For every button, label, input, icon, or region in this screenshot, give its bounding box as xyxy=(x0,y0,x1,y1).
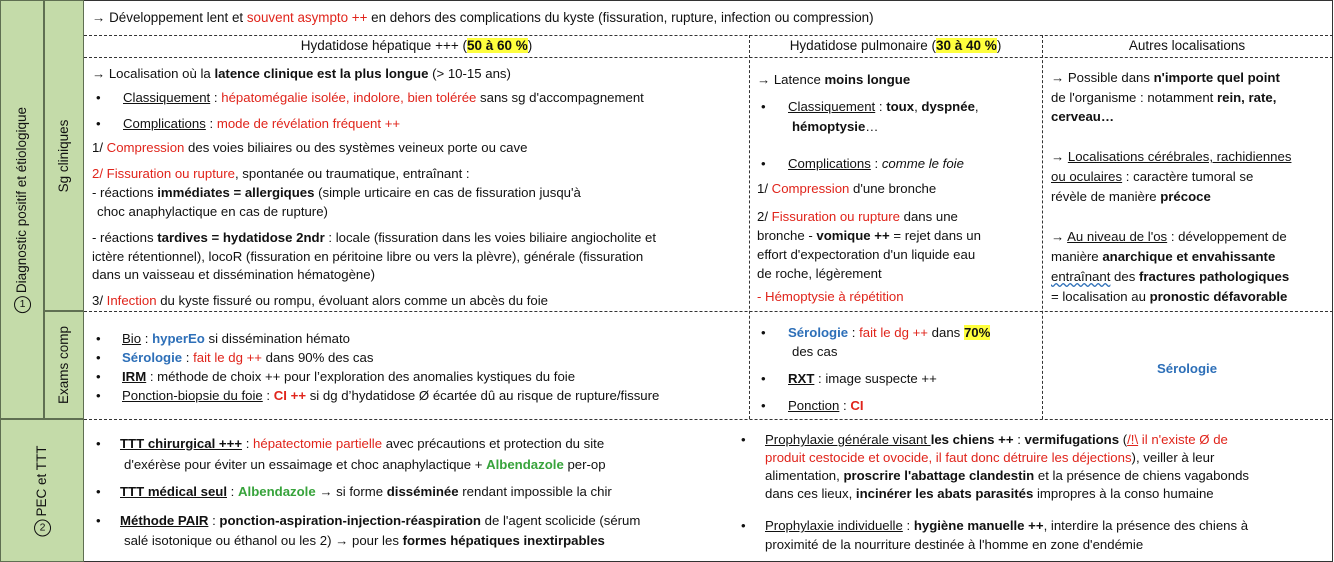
hep-latence: → Localisation où la latence clinique est la plus longue (> 10-15 ans) xyxy=(92,66,511,81)
section2-number: 2 xyxy=(34,519,51,536)
hep-complications: • Complications : mode de révélation fréquent ++ xyxy=(96,116,401,131)
section1-label: 1Diagnostic positif et étiologique xyxy=(13,106,31,312)
hep-choc: choc anaphylactique en cas de rupture) xyxy=(97,204,328,219)
autres-organisme: de l'organisme : notamment rein, rate, xyxy=(1051,90,1277,105)
sg-cliniques-label: Sg cliniques xyxy=(56,119,72,192)
pulm-classiquement: • Classiquement : toux, dyspnée, xyxy=(761,99,979,114)
pulmonaire-clinique xyxy=(757,60,1040,310)
exam-pulm-ponction: • Ponction : CI xyxy=(761,398,864,413)
ttt-chirurgical-suite: d'exérèse pour éviter un essaimage et choc anaphylactique + Albendazole per-op xyxy=(124,457,606,472)
ttt-pair-suite: salé isotonique ou éthanol ou les 2) → pour les formes hépatiques inextirpables xyxy=(124,533,605,548)
autres-cerebrales: → Localisations cérébrales, rachidiennes xyxy=(1051,149,1292,164)
intro-line: → Développement lent et souvent asympto ++ en dehors des complications du kyste (fissuration, rupture, infection ou compression) xyxy=(92,10,874,25)
exams-comp-label: Exams comp xyxy=(56,325,72,405)
hep-compression: 1/ Compression des voies biliaires ou des systèmes veineux porte ou cave xyxy=(92,140,528,155)
autres-fractures: entraînant des fractures pathologiques xyxy=(1051,269,1290,284)
section1-number: 1 xyxy=(14,296,31,313)
pulm-roche: de roche, légèrement xyxy=(757,266,882,281)
pulm-vomique: bronche - vomique ++ = rejet dans un xyxy=(757,228,981,243)
hep-ictere: ictère rétentionnel), locoR (fissuration en péritoine libre ou vers la plèvre), générale (fissuration xyxy=(92,249,644,264)
autres-possible: → Possible dans n'importe quel point xyxy=(1051,70,1280,85)
header-pulmonaire: Hydatidose pulmonaire (30 à 40 %) xyxy=(789,38,1002,53)
prophylaxie-individuelle-2: proximité de la nourriture destinée à l'homme en zone d'endémie xyxy=(765,537,1144,552)
exams-comp-bar xyxy=(44,311,84,419)
ttt-medical: • TTT médical seul : Albendazole → si forme disséminée rendant impossible la chir xyxy=(96,484,612,499)
ttt-column xyxy=(92,428,732,558)
exams-pulmonaire xyxy=(757,318,1040,418)
hep-infection: 3/ Infection du kyste fissuré ou rompu, évoluant alors comme un abcès du foie xyxy=(92,293,548,308)
autres-clinique xyxy=(1051,60,1331,310)
hep-reactions-immediates: - réactions immédiates = allergiques (simple urticaire en cas de fissuration jusqu'à xyxy=(92,185,581,200)
prophylaxie-generale-4: dans ces lieux, incinérer les abats parasités impropres à la conso humaine xyxy=(765,486,1214,501)
exam-pulm-serologie: • Sérologie : fait le dg ++ dans 70% xyxy=(761,325,991,340)
autres-pronostic: = localisation au pronostic défavorable xyxy=(1051,289,1288,304)
pulm-complications: • Complications : comme le foie xyxy=(761,156,964,171)
prophylaxie-column xyxy=(737,428,1331,558)
hepatique-clinique xyxy=(92,60,747,310)
exam-serologie: • Sérologie : fait le dg ++ dans 90% des cas xyxy=(96,350,374,365)
section2-bar xyxy=(0,419,84,562)
autres-cerveau: cerveau… xyxy=(1051,109,1115,124)
pulm-compression: 1/ Compression d'une bronche xyxy=(757,181,937,196)
header-autres: Autres localisations xyxy=(1128,38,1246,53)
sg-cliniques-bar xyxy=(44,0,84,311)
autres-precoce: révèle de manière précoce xyxy=(1051,189,1211,204)
ttt-chirurgical: • TTT chirurgical +++ : hépatectomie partielle avec précautions et protection du site xyxy=(96,436,605,451)
hep-reactions-tardives: - réactions tardives = hydatidose 2ndr : locale (fissuration dans les voies biliaire angiocholite et xyxy=(92,230,657,245)
autres-os: → Au niveau de l'os : développement de xyxy=(1051,229,1287,244)
exams-autres-serologie: Sérologie xyxy=(1156,361,1218,376)
autres-oculaires: ou oculaires : caractère tumoral se xyxy=(1051,169,1254,184)
pulm-hemoptysie-repetition: - Hémoptysie à répétition xyxy=(757,289,904,304)
exam-ponction-biopsie: • Ponction-biopsie du foie : CI ++ si dg d’hydatidose Ø écartée dû au risque de rupture/fissure xyxy=(96,388,660,403)
prophylaxie-generale-3: alimentation, proscrire l'abattage clandestin et la présence de chiens vagabonds xyxy=(765,468,1250,483)
exam-pulm-cas: des cas xyxy=(792,344,838,359)
hep-fissuration: 2/ Fissuration ou rupture, spontanée ou traumatique, entraînant : xyxy=(92,166,470,181)
ttt-pair: • Méthode PAIR : ponction-aspiration-injection-réaspiration de l'agent scolicide (sérum xyxy=(96,513,641,528)
hep-classiquement: • Classiquement : hépatomégalie isolée, indolore, bien tolérée sans sg d'accompagnement xyxy=(96,90,644,105)
prophylaxie-generale: • Prophylaxie générale visant les chiens ++ : vermifugations (/!\ il n'existe Ø de xyxy=(741,432,1228,447)
pulm-fissuration: 2/ Fissuration ou rupture dans une xyxy=(757,209,958,224)
exams-hepatique xyxy=(92,318,747,418)
exam-pulm-rxt: • RXT : image suspecte ++ xyxy=(761,371,937,386)
section2-label: 2PEC et TTT xyxy=(33,445,51,536)
hep-vaisseau: dans un vaisseau et dissémination hématogène) xyxy=(92,267,375,282)
pulm-effort: effort d'expectoration d'un liquide eau xyxy=(757,247,976,262)
header-hepatique: Hydatidose hépatique +++ (50 à 60 %) xyxy=(300,38,533,53)
exam-bio: • Bio : hyperEo si dissémination hémato xyxy=(96,331,350,346)
autres-anarchique: manière anarchique et envahissante xyxy=(1051,249,1276,264)
exam-irm: • IRM : méthode de choix ++ pour l’exploration des anomalies kystiques du foie xyxy=(96,369,576,384)
prophylaxie-individuelle: • Prophylaxie individuelle : hygiène manuelle ++, interdire la présence des chiens à xyxy=(741,518,1249,533)
section1-bar xyxy=(0,0,44,419)
pulm-latence: → Latence moins longue xyxy=(757,72,911,87)
prophylaxie-generale-2: produit cestocide et ovocide, il faut donc détruire les déjections), veiller à leur xyxy=(765,450,1215,465)
pulm-hemoptysie: hémoptysie… xyxy=(792,119,879,134)
